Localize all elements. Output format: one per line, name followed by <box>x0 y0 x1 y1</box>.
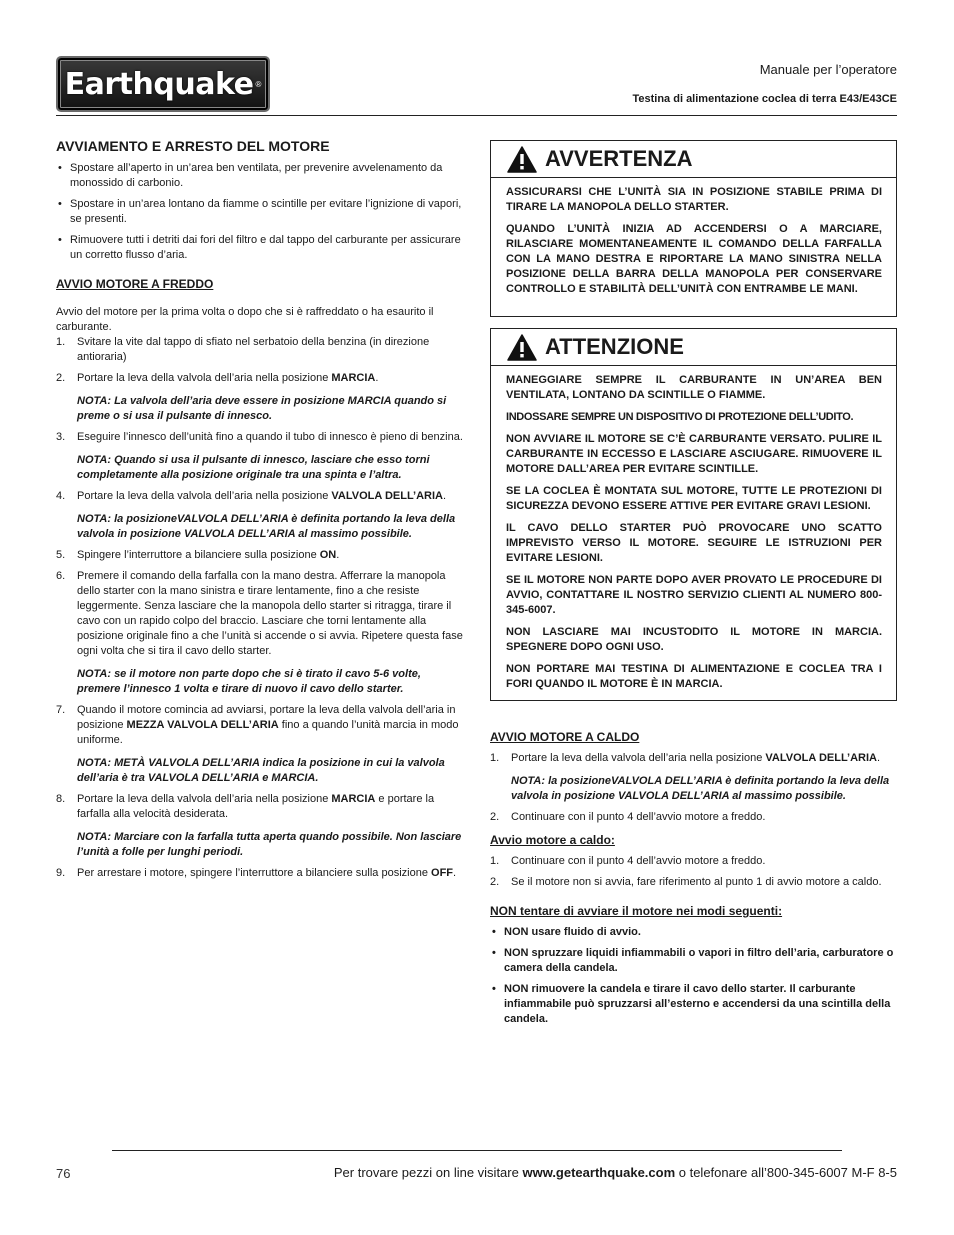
step-item <box>56 335 464 365</box>
step-text: Portare la leva della valvola dell’aria nella posizione <box>77 372 332 384</box>
step-number: 2. <box>56 372 66 384</box>
step-text-end: . <box>336 549 340 561</box>
step-item <box>56 569 464 697</box>
step-emphasis: ON <box>319 549 337 561</box>
step-item <box>490 751 897 804</box>
step-number: 9. <box>56 867 66 879</box>
bullet-item: • Spostare all’aperto in un’area ben ventilata, per prevenire avvelenamento da monossido di carbonio. <box>56 161 464 191</box>
step-item <box>56 548 464 563</box>
step-text: Per arrestare i motore, spingere l’interruttore a bilanciere sulla posizione <box>77 867 432 879</box>
caution-triangle-icon <box>507 334 537 361</box>
do-not-list <box>490 925 897 1027</box>
footer-url-link[interactable]: www.getearthquake.com <box>522 1165 676 1180</box>
step-text-end: . <box>443 490 447 502</box>
section-heading: AVVIAMENTO E ARRESTO DEL MOTORE <box>56 138 330 154</box>
step-text: Se il motore non si avvia, fare riferimento al punto 1 di avvio motore a caldo. <box>511 876 882 888</box>
caution-paragraph: INDOSSARE SEMPRE UN DISPOSITIVO DI PROTEZIONE DELL’UDITO. <box>506 411 854 423</box>
step-emphasis: MARCIA <box>331 793 376 805</box>
step-number: 1. <box>490 752 500 764</box>
step-emphasis: MARCIA <box>331 372 376 384</box>
logo-text: Earthquake <box>64 66 254 102</box>
caution-paragraph: IL CAVO DELLO STARTER PUÒ PROVOCARE UNO SCATTO IMPREVISTO VERSO IL MOTORE. SEGUIRE LE ISTRUZIONI PER EVITARE LESIONI. <box>506 522 882 564</box>
step-emphasis: OFF <box>431 867 454 879</box>
caution-paragraph: SE LA COCLEA È MONTATA SUL MOTORE, TUTTE LE PROTEZIONI DI SICUREZZA DEVONO ESSERE ATTIVE PER EVITARE GRAVI LESIONI. <box>506 485 882 512</box>
step-item <box>490 875 897 890</box>
step-item <box>56 866 464 881</box>
step-text-end: . <box>375 372 379 384</box>
cold-start-steps <box>56 335 464 881</box>
caution-paragraph: SE IL MOTORE NON PARTE DOPO AVER PROVATO LE PROCEDURE DI AVVIO, CONTATTARE IL NOSTRO SERVIZIO CLIENTI AL NUMERO 800-345-6007. <box>506 574 882 616</box>
warm-start-steps-2 <box>490 854 897 890</box>
step-item <box>490 854 897 869</box>
caution-paragraph: NON AVVIARE IL MOTORE SE C’È CARBURANTE VERSATO. PULIRE IL CARBURANTE IN ECCESSO E LASCIARE ASCIUGARE. RIMUOVERE IL MOTORE DALL’AREA PER EVITARE SCINTILLE. <box>506 433 882 475</box>
step-item <box>490 810 897 825</box>
bullet-item: • Rimuovere tutti i detriti dai fori del filtro e dal tappo del carburante per assicurare un corretto flusso d’aria. <box>56 233 464 263</box>
bullet-item: • Spostare in un’area lontano da fiamme o scintille per evitare l’ignizione di vapori, se presenti. <box>56 197 464 227</box>
step-text: Spingere l’interruttore a bilanciere sulla posizione <box>77 549 320 561</box>
warning-triangle-icon <box>507 146 537 173</box>
step-item <box>56 703 464 786</box>
earthquake-logo <box>56 56 270 112</box>
step-text: Premere il comando della farfalla con la mano destra. Afferrare la manopola dello starter con la mano sinistra e tirare lentamente, fino a che resiste leggermente. Senza lasciare che la manopola dello starter si ritragga, tirare il cavo con un rapido colpo del braccio. Lasciare che torni lentamente alla posizione originale fino a che l’unità si accende o si avvia. Ripetere questa fase ogni volta che si tira il cavo dello starter. <box>77 570 463 657</box>
step-number: 3. <box>56 431 66 443</box>
caution-paragraph: MANEGGIARE SEMPRE IL CARBURANTE IN UN’AREA BEN VENTILATA, LONTANO DA SCINTILLE O FIAMME. <box>506 374 882 401</box>
caution-paragraph: NON PORTARE MAI TESTINA DI ALIMENTAZIONE E COCLEA TRA I FORI QUANDO IL MOTORE È IN MARCIA. <box>506 663 882 690</box>
footer-text <box>334 1165 897 1180</box>
caution-box <box>490 328 897 701</box>
warning-box <box>490 140 897 317</box>
warning-title-bar <box>491 141 896 178</box>
step-number: 5. <box>56 549 66 561</box>
step-note: NOTA: la posizioneVALVOLA DELL’ARIA è definita portando la leva della valvola in posizione VALVOLA DELL’ARIA al massimo possibile. <box>77 513 456 540</box>
safety-bullets <box>56 161 464 263</box>
right-column <box>490 716 897 1033</box>
step-item <box>56 371 464 424</box>
caution-title: ATTENZIONE <box>545 334 684 359</box>
manual-title: Manuale per l’operatore <box>759 62 897 77</box>
step-text: Portare la leva della valvola dell’aria nella posizione <box>77 793 332 805</box>
warm-start-steps <box>490 751 897 825</box>
do-not-item: • NON rimuovere la candela e tirare il cavo dello starter. Il carburante infiammabile può spruzzarsi all’esterno e accendersi da una scintilla della candela. <box>490 982 897 1027</box>
step-text: Eseguire l’innesco dell’unità fino a quando il tubo di innesco è pieno di benzina. <box>77 431 463 443</box>
registered-mark: ® <box>255 79 262 89</box>
step-text-end: fino a quando l’unità marcia in modo uniforme. <box>77 719 459 746</box>
step-note: NOTA: METÀ VALVOLA DELL’ARIA indica la posizione in cui la valvola dell’aria è tra VALVOLA DELL’ARIA e MARCIA. <box>77 757 445 784</box>
footer-text-post: o telefonare all’800-345-6007 M-F 8-5 <box>675 1165 897 1180</box>
step-item <box>56 792 464 860</box>
warning-title: AVVERTENZA <box>545 146 693 171</box>
page-number: 76 <box>56 1166 71 1181</box>
step-text-end: . <box>453 867 457 879</box>
step-text: Quando il motore comincia ad avviarsi, portare la leva della valvola dell’aria in posizione <box>77 704 456 731</box>
step-text: Continuare con il punto 4 dell’avvio motore a freddo. <box>511 811 766 823</box>
do-not-item: • NON spruzzare liquidi infiammabili o vapori in filtro dell’aria, carburatore o camera della candela. <box>490 946 897 976</box>
step-number: 6. <box>56 570 66 582</box>
step-text: Portare la leva della valvola dell’aria nella posizione <box>77 490 332 502</box>
step-number: 7. <box>56 704 66 716</box>
step-text: Portare la leva della valvola dell’aria nella posizione <box>511 752 766 764</box>
step-number: 8. <box>56 793 66 805</box>
caution-paragraph: NON LASCIARE MAI INCUSTODITO IL MOTORE IN MARCIA. SPEGNERE DOPO OGNI USO. <box>506 626 882 653</box>
caution-title-bar <box>491 329 896 366</box>
header-divider <box>56 115 897 116</box>
step-text: Svitare la vite dal tappo di sfiato nel serbatoio della benzina (in direzione antioraria) <box>77 336 430 363</box>
step-emphasis: MEZZA VALVOLA DELL’ARIA <box>126 719 279 731</box>
step-note: NOTA: la posizioneVALVOLA DELL’ARIA è definita portando la leva della valvola in posizione VALVOLA DELL’ARIA al massimo possibile. <box>511 775 890 802</box>
step-item <box>56 489 464 542</box>
step-note: NOTA: Marciare con la farfalla tutta aperta quando possibile. Non lasciare l’unità a folle per lunghi periodi. <box>77 831 462 858</box>
step-emphasis: VALVOLA DELL’ARIA <box>331 490 444 502</box>
warm-start-heading: AVVIO MOTORE A CALDO <box>490 730 640 744</box>
step-note: NOTA: se il motore non parte dopo che si è tirato il cavo 5-6 volte, premere l’innesco 1 volta e tirare di nuovo il cavo dello starter. <box>77 668 421 695</box>
step-note: NOTA: Quando si usa il pulsante di innesco, lasciare che esso torni completamente alla posizione originale tra una spinta e l’altra. <box>77 454 430 481</box>
step-item <box>56 430 464 483</box>
step-note: NOTA: La valvola dell’aria deve essere in posizione MARCIA quando si preme o si usa il pulsante di innesco. <box>77 395 447 422</box>
step-text-end: e portare la farfalla alla velocità desiderata. <box>77 793 435 820</box>
warning-paragraph: QUANDO L’UNITÀ INIZIA AD ACCENDERSI O A MARCIARE, RILASCIARE MOMENTANEAMENTE IL COMANDO DELLA FARFALLA CON LA MANO DESTRA E RIPORTARE LA MANO SINISTRA NELLA POSIZIONE DELLA BARRA DELLA MANOPOLA PER CONSERVARE CONTROLLO E STABILITÀ DELL’UNITÀ CON ENTRAMBE LE MANI. <box>506 223 882 295</box>
step-number: 2. <box>490 811 500 823</box>
step-number: 1. <box>56 336 66 348</box>
left-column <box>56 136 464 887</box>
step-number: 2. <box>490 876 500 888</box>
warning-paragraph: ASSICURARSI CHE L’UNITÀ SIA IN POSIZIONE STABILE PRIMA DI TIRARE LA MANOPOLA DELLO STARTER. <box>506 186 882 213</box>
do-not-item: • NON usare fluido di avvio. <box>490 925 897 940</box>
step-text: Continuare con il punto 4 dell’avvio motore a freddo. <box>511 855 766 867</box>
caution-body <box>491 366 896 707</box>
warm-start-heading-2: Avvio motore a caldo: <box>490 833 615 847</box>
footer-text-pre: Per trovare pezzi on line visitare <box>333 1165 523 1180</box>
step-emphasis: VALVOLA DELL’ARIA <box>765 752 878 764</box>
do-not-heading: NON tentare di avviare il motore nei modi seguenti: <box>490 904 783 918</box>
step-number: 4. <box>56 490 66 502</box>
step-number: 1. <box>490 855 500 867</box>
step-text-end: . <box>877 752 881 764</box>
cold-start-intro: Avvio del motore per la prima volta o dopo che si è raffreddato o ha esaurito il carburante. <box>56 306 434 333</box>
warning-body <box>491 178 896 312</box>
product-title: Testina di alimentazione coclea di terra E43/E43CE <box>632 93 897 105</box>
cold-start-heading: AVVIO MOTORE A FREDDO <box>56 277 214 291</box>
footer-divider <box>112 1150 842 1151</box>
